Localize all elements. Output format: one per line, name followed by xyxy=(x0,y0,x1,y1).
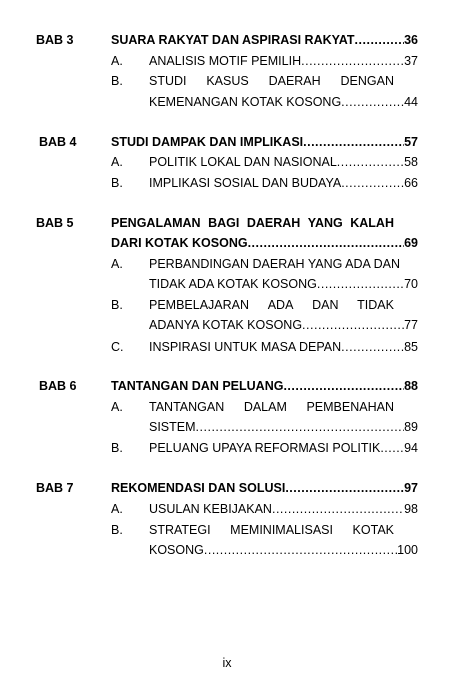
entry-text: TIDAK ADA KOTAK KOSONG xyxy=(149,277,317,291)
entry-page: 85 xyxy=(404,340,418,354)
entry-page: 88 xyxy=(404,379,418,393)
entry-page: 36 xyxy=(404,33,418,47)
toc-entry[interactable] xyxy=(149,441,418,456)
item-letter: B. xyxy=(111,176,123,190)
toc-entry[interactable] xyxy=(149,340,418,355)
entry-text: INSPIRASI UNTUK MASA DEPAN xyxy=(149,340,342,354)
entry-text: TANTANGAN DAN PELUANG xyxy=(111,379,284,393)
item-letter: C. xyxy=(111,340,124,354)
toc-entry[interactable] xyxy=(149,95,418,110)
item-letter: A. xyxy=(111,54,123,68)
dot-leader xyxy=(341,176,404,191)
word: STRATEGI xyxy=(149,523,211,537)
dot-leader xyxy=(317,277,404,292)
toc-entry-chapter-title[interactable] xyxy=(111,481,418,496)
toc-entry[interactable] xyxy=(149,420,418,435)
toc-entry-chapter-title[interactable] xyxy=(111,236,418,251)
entry-page: 100 xyxy=(397,543,418,557)
word: MEMINIMALISASI xyxy=(230,523,333,537)
chapter-label: BAB 5 xyxy=(36,216,74,230)
word: KOTAK xyxy=(352,523,394,537)
word: YANG xyxy=(307,216,343,230)
toc-entry[interactable] xyxy=(149,155,418,170)
chapter-label: BAB 6 xyxy=(39,379,77,393)
word: TANTANGAN xyxy=(149,400,225,414)
chapter-label: BAB 4 xyxy=(39,135,77,149)
toc-entry-chapter-title[interactable] xyxy=(111,33,418,48)
word: ADA xyxy=(267,298,294,312)
dot-leader xyxy=(302,318,404,333)
dot-leader xyxy=(283,379,404,394)
toc-entry-line[interactable] xyxy=(149,400,394,415)
word: DALAM xyxy=(243,400,287,414)
entry-text: KEMENANGAN KOTAK KOSONG xyxy=(149,95,342,109)
entry-page: 70 xyxy=(404,277,418,291)
dot-leader xyxy=(196,420,405,435)
entry-text: DARI KOTAK KOSONG xyxy=(111,236,248,250)
entry-text: USULAN KEBIJAKAN xyxy=(149,502,272,516)
item-letter: B. xyxy=(111,441,123,455)
dot-leader xyxy=(341,95,404,110)
word: STUDI xyxy=(149,74,187,88)
toc-entry[interactable] xyxy=(149,54,418,69)
toc-entry-line[interactable] xyxy=(149,523,394,538)
dot-leader xyxy=(272,502,404,517)
dot-leader xyxy=(380,441,404,456)
dot-leader xyxy=(341,340,404,355)
dot-leader xyxy=(301,54,404,69)
entry-page: 94 xyxy=(404,441,418,455)
dot-leader xyxy=(285,481,404,496)
entry-page: 77 xyxy=(404,318,418,332)
item-letter: A. xyxy=(111,257,123,271)
dot-leader xyxy=(248,236,405,251)
dot-leader xyxy=(337,155,404,170)
entry-text: REKOMENDASI DAN SOLUSI xyxy=(111,481,286,495)
item-letter: A. xyxy=(111,155,123,169)
toc-entry-line[interactable] xyxy=(149,298,394,313)
toc-entry-chapter-title[interactable] xyxy=(111,135,418,150)
word: TIDAK xyxy=(357,298,394,312)
entry-page: 89 xyxy=(404,420,418,434)
toc-entry[interactable] xyxy=(149,318,418,333)
word: DAN xyxy=(312,298,339,312)
dot-leader xyxy=(303,135,404,150)
page-number: ix xyxy=(222,656,232,670)
chapter-label: BAB 3 xyxy=(36,33,74,47)
word: KALAH xyxy=(350,216,394,230)
entry-page: 66 xyxy=(404,176,418,190)
toc-entry[interactable] xyxy=(149,543,418,558)
word: PEMBELAJARAN xyxy=(149,298,250,312)
toc-entry-line[interactable] xyxy=(149,74,394,89)
entry-text: PELUANG UPAYA REFORMASI POLITIK xyxy=(149,441,381,455)
toc-entry[interactable] xyxy=(149,502,418,517)
entry-text: ANALISIS MOTIF PEMILIH xyxy=(149,54,302,68)
entry-page: 58 xyxy=(404,155,418,169)
word: BAGI xyxy=(208,216,240,230)
toc-entry-chapter-title-line[interactable] xyxy=(111,216,394,231)
chapter-label: BAB 7 xyxy=(36,481,74,495)
entry-text: KOSONG xyxy=(149,543,204,557)
entry-text: POLITIK LOKAL DAN NASIONAL xyxy=(149,155,337,169)
entry-text: ADANYA KOTAK KOSONG xyxy=(149,318,303,332)
entry-page: 57 xyxy=(404,135,418,149)
entry-text: SUARA RAKYAT DAN ASPIRASI RAKYAT xyxy=(111,33,355,47)
entry-page: 97 xyxy=(404,481,418,495)
entry-text: SISTEM xyxy=(149,420,196,434)
dot-leader xyxy=(204,543,397,558)
entry-page: 69 xyxy=(404,236,418,250)
item-letter: A. xyxy=(111,400,123,414)
word: PENGALAMAN xyxy=(111,216,201,230)
item-letter: B. xyxy=(111,523,123,537)
entry-text: IMPLIKASI SOSIAL DAN BUDAYA xyxy=(149,176,342,190)
word: DAERAH xyxy=(268,74,321,88)
toc-entry[interactable] xyxy=(149,176,418,191)
item-letter: B. xyxy=(111,298,123,312)
entry-page: 37 xyxy=(404,54,418,68)
toc-entry[interactable] xyxy=(149,277,418,292)
toc-entry-line[interactable]: PERBANDINGAN DAERAH YANG ADA DAN xyxy=(149,257,400,271)
entry-page: 44 xyxy=(404,95,418,109)
dot-leader xyxy=(355,33,405,48)
item-letter: B. xyxy=(111,74,123,88)
toc-entry-chapter-title[interactable] xyxy=(111,379,418,394)
entry-text: STUDI DAMPAK DAN IMPLIKASI xyxy=(111,135,304,149)
word: KASUS xyxy=(206,74,249,88)
word: DAERAH xyxy=(246,216,301,230)
word: PEMBENAHAN xyxy=(306,400,394,414)
word: DENGAN xyxy=(340,74,394,88)
entry-page: 98 xyxy=(404,502,418,516)
item-letter: A. xyxy=(111,502,123,516)
